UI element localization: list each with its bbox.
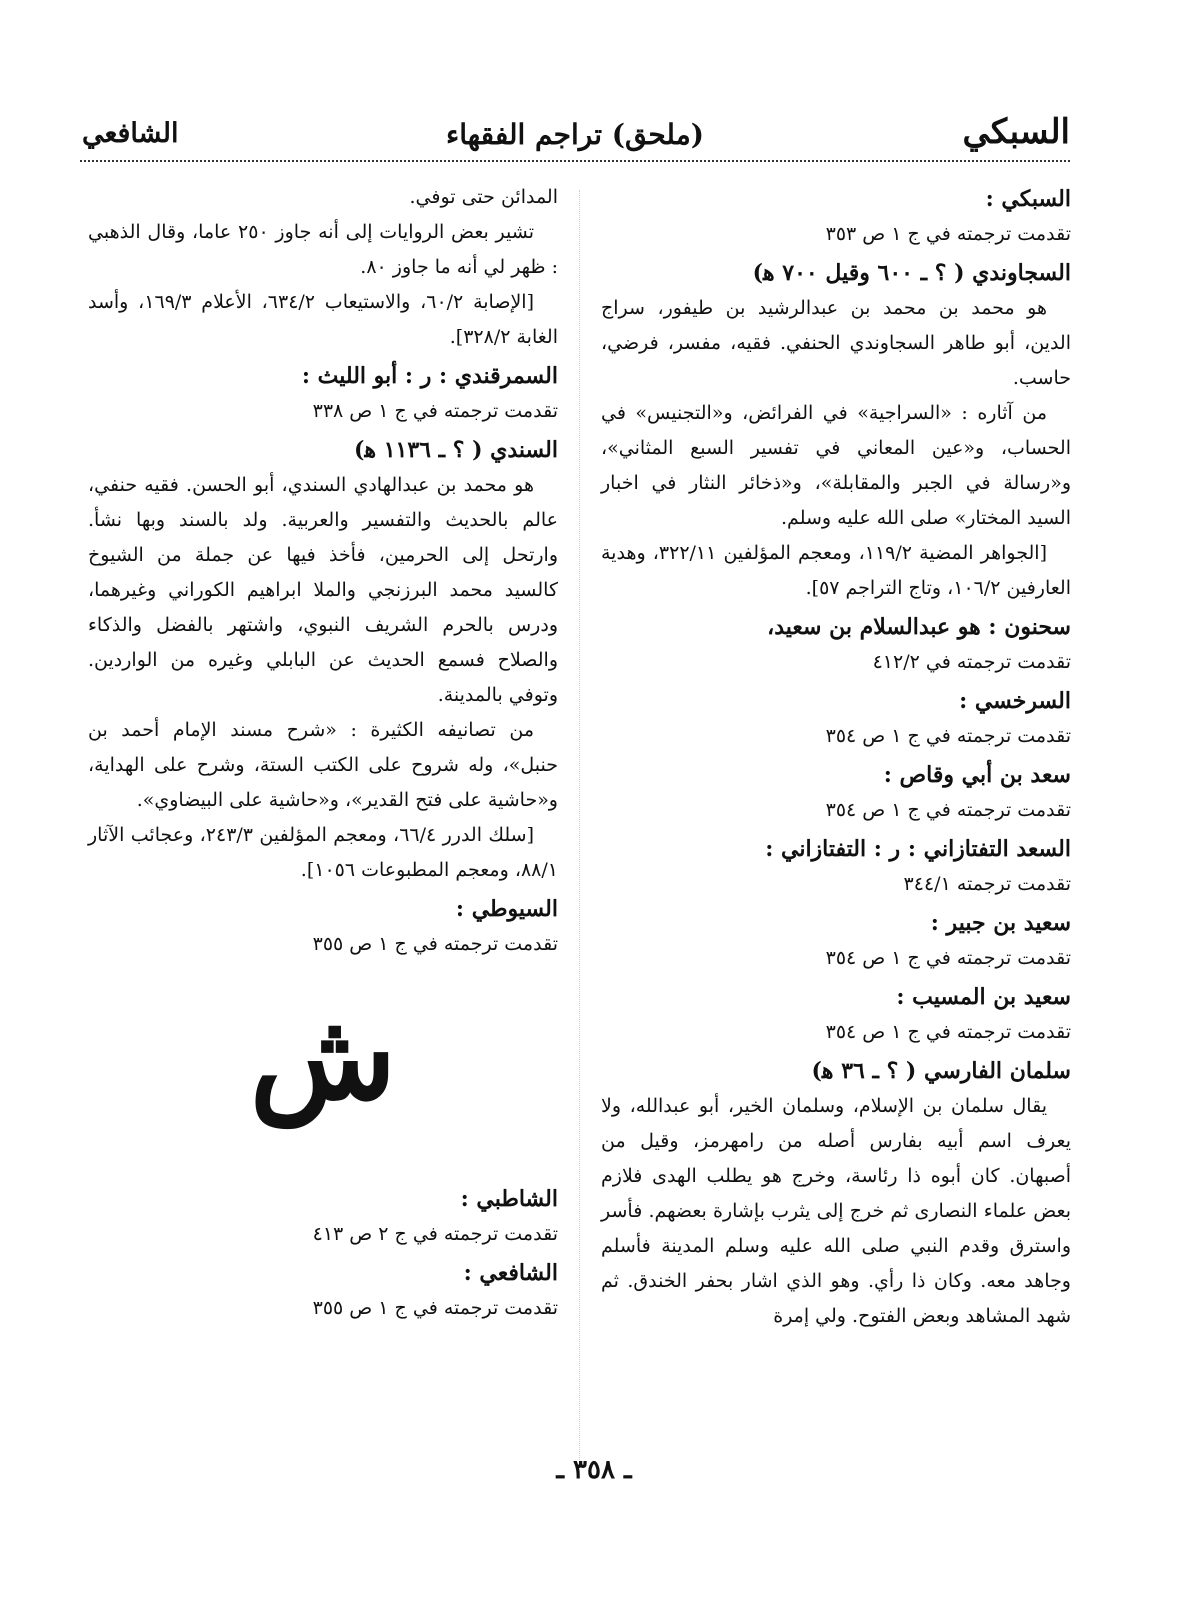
- entry-paragraph: يقال سلمان بن الإسلام، وسلمان الخير، أبو عبدالله، ولا يعرف اسم أبيه بفارس أصله من رامهرمز، وقيل من أصبهان. كان أبوه ذا رئاسة، وخرج هو يطلب الهدى فلازم بعض علماء النصارى ثم خرج إلى يثرب بإشارة بعضهم. فأسر واسترق وقدم النبي صلى الله عليه وسلم المدينة فأسلم وجاهد معه. وكان ذا رأي. وهو الذي اشار بحفر الخندق. ثم شهد المشاهد وبعض الفتوح. ولي إمرة: [601, 1095, 1071, 1327]
- header-book-title: (ملحق) تراجم الفقهاء: [446, 118, 704, 151]
- entry-reference: تقدمت ترجمته في ج ١ ص ٣٥٥: [312, 933, 558, 955]
- entry-reference: تقدمت ترجمته في ج ١ ص ٣٥٤: [825, 947, 1071, 969]
- entry-reference: تقدمت ترجمته في ج ١ ص ٣٥٥: [312, 1297, 558, 1319]
- entry-title: سعيد بن جبير :: [930, 910, 1071, 936]
- entry-sources: [الجواهر المضية ١١٩/٢، ومعجم المؤلفين ٣٢٢/١١، وهدية العارفين ١٠٦/٢، وتاج التراجم ٥٧].: [601, 542, 1071, 599]
- entry-title: السبكي :: [985, 186, 1071, 212]
- entry-title: الشافعي :: [463, 1260, 558, 1286]
- entry-paragraph: من تصانيفه الكثيرة : «شرح مسند الإمام أحمد بن حنبل»، وله شروح على الكتب الستة، وشرح على الهداية، و«حاشية على فتح القدير»، و«حاشية على البيضاوي».: [88, 719, 558, 811]
- page-number: ـ ٣٥٨ ـ: [556, 1455, 632, 1485]
- entry-reference: تقدمت ترجمته في ج ٢ ص ٤١٣: [312, 1223, 558, 1245]
- right-column: [601, 180, 1071, 1334]
- entry-paragraph: من آثاره : «السراجية» في الفرائض، و«التجنيس» في الحساب، و«عين المعاني في تفسير السبع المثاني»، و«رسالة في الجبر والمقابلة»، و«ذخائر النثار في اخبار السيد المختار» صلى الله عليه وسلم.: [601, 402, 1071, 529]
- entry-title: السعد التفتازاني : ر : التفتازاني :: [765, 836, 1071, 862]
- column-divider: [579, 190, 580, 1460]
- entry-reference: تقدمت ترجمته في ج ١ ص ٣٥٤: [825, 725, 1071, 747]
- entry-reference: تقدمت ترجمته في ج ١ ص ٣٥٤: [825, 1021, 1071, 1043]
- entry-sources: [سلك الدرر ٦٦/٤، ومعجم المؤلفين ٢٤٣/٣، وعجائب الآثار ٨٨/١، ومعجم المطبوعات ١٠٥٦].: [88, 824, 558, 881]
- entry-title: السيوطي :: [455, 896, 558, 922]
- header-entry-name: السبكي: [962, 112, 1070, 152]
- entry-reference: تقدمت ترجمته في ٤١٢/٢: [872, 651, 1071, 673]
- running-header: [80, 104, 1070, 160]
- entry-reference: تقدمت ترجمته في ج ١ ص ٣٥٣: [825, 223, 1071, 245]
- entry-title: سعيد بن المسيب :: [896, 984, 1071, 1010]
- entry-reference: تقدمت ترجمته في ج ١ ص ٣٥٤: [825, 799, 1071, 821]
- entry-paragraph: هو محمد بن محمد بن عبدالرشيد بن طيفور، سراج الدين، أبو طاهر السجاوندي الحنفي. فقيه، مفسر، فرضي، حاسب.: [601, 297, 1071, 389]
- entry-reference: تقدمت ترجمته ٣٤٤/١: [903, 873, 1071, 895]
- header-last-entry: الشافعي: [82, 118, 179, 149]
- entry-reference: تقدمت ترجمته في ج ١ ص ٣٣٨: [312, 400, 558, 422]
- entry-title: السرخسي :: [959, 688, 1071, 714]
- entry-title: سعد بن أبي وقاص :: [883, 762, 1071, 788]
- entry-paragraph: المدائن حتى توفي.: [409, 186, 558, 208]
- entry-paragraph: هو محمد بن عبدالهادي السندي، أبو الحسن. فقيه حنفي، عالم بالحديث والتفسير والعربية. ولد بالسند وبها نشأ. وارتحل إلى الحرمين، فأخذ فيها عن جملة من الشيوخ كالسيد محمد البرزنجي والملا ابراهيم الكوراني وغيرهما، ودرس بالحرم الشريف النبوي، واشتهر بالفضل والذكاء والصلاح فسمع الحديث عن البابلي وغيره من الواردين. وتوفي بالمدينة.: [88, 474, 558, 706]
- entry-sources: [الإصابة ٦٠/٢، والاستيعاب ٦٣٤/٢، الأعلام ١٦٩/٣، وأسد الغابة ٣٢٨/٢].: [88, 291, 558, 348]
- section-letter: ش: [249, 986, 397, 1127]
- entry-title: السندي ( ؟ ـ ١١٣٦ ﻫ): [354, 437, 558, 463]
- header-divider: [80, 160, 1070, 162]
- entry-paragraph: تشير بعض الروايات إلى أنه جاوز ٢٥٠ عاما، وقال الذهبي : ظهر لي أنه ما جاوز ٨٠.: [88, 221, 558, 278]
- entry-title: الشاطبي :: [460, 1186, 558, 1212]
- entry-title: سلمان الفارسي ( ؟ ـ ٣٦ ﻫ): [811, 1058, 1071, 1084]
- entry-title: السجاوندي ( ؟ ـ ٦٠٠ وقيل ٧٠٠ ﻫ): [752, 260, 1071, 286]
- left-column: [88, 180, 558, 1330]
- entry-title: السمرقندي : ر : أبو الليث :: [301, 363, 558, 389]
- entry-title: سحنون : هو عبدالسلام بن سعيد،: [767, 614, 1071, 640]
